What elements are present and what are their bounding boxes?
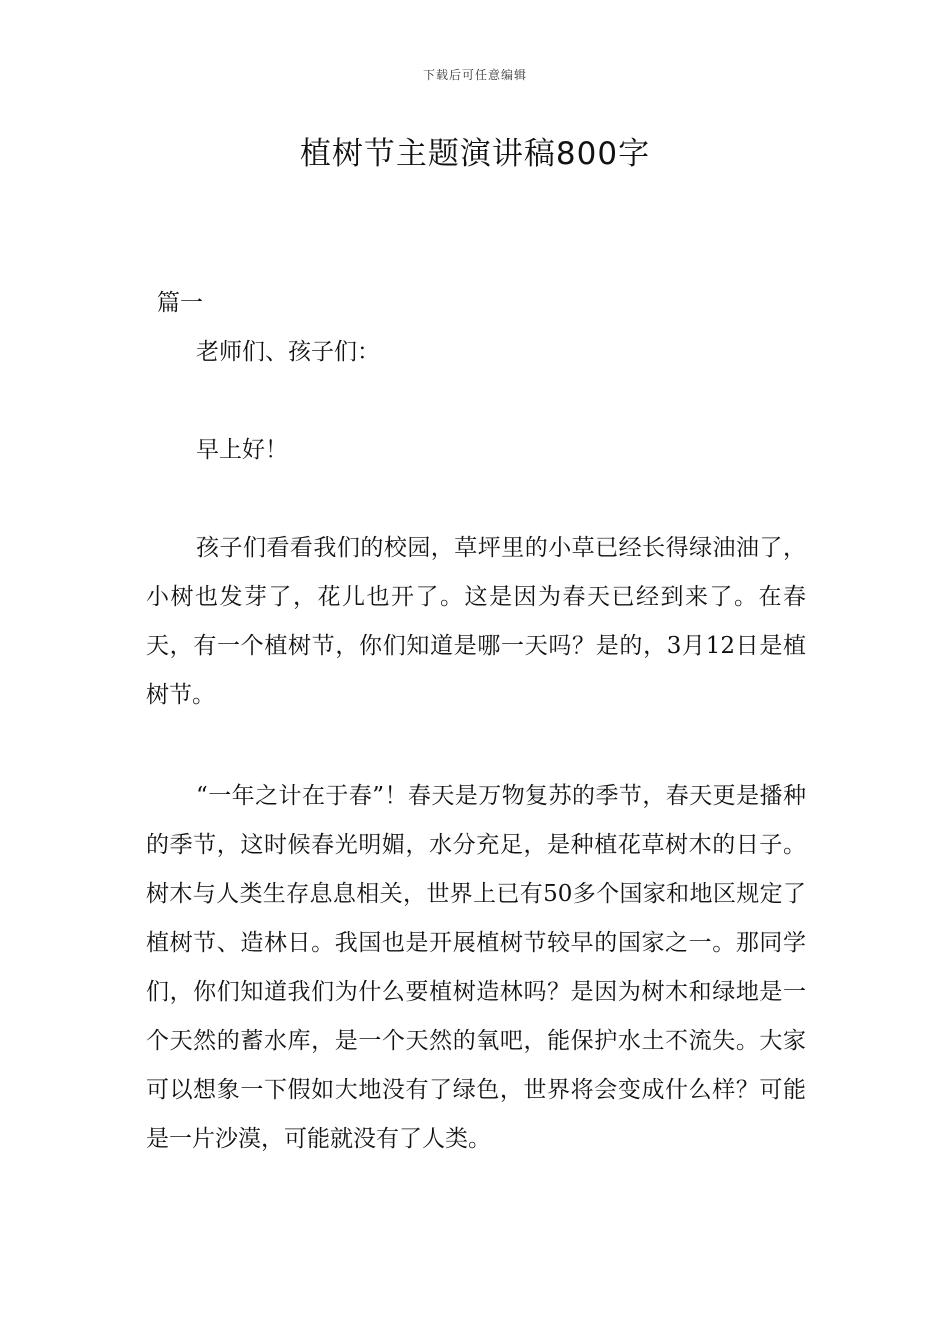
body-paragraph-2: “一年之计在于春”！春天是万物复苏的季节，春天更是播种的季节，这时候春光明媚，水分充足，是种植花草树木的日子。树木与人类生存息息相关，世界上已有50多个国家和地区规定了植树节、造林日。我国也是开展植树节较早的国家之一。那同学们，你们知道我们为什么要植树造林吗？是因为树木和绿地是一个天然的蓄水库，是一个天然的氧吧，能保护水土不流失。大家可以想象一下假如大地没有了绿色，世界将会变成什么样？可能是一片沙漠，可能就没有了人类。 bbox=[146, 783, 806, 1152]
header-note: 下载后可任意编辑 bbox=[422, 68, 527, 82]
greeting-paragraph: 老师们、孩子们： bbox=[196, 339, 380, 365]
body-paragraph-1: 孩子们看看我们的校园，草坪里的小草已经长得绿油油了，小树也发芽了，花儿也开了。这是因为春天已经到来了。在春天，有一个植树节，你们知道是哪一天吗？是的，3月12日是植树节。 bbox=[146, 535, 806, 708]
section-label: 篇一 bbox=[157, 290, 203, 316]
document-title: 植树节主题演讲稿800字 bbox=[299, 136, 651, 172]
morning-paragraph: 早上好！ bbox=[196, 437, 288, 463]
